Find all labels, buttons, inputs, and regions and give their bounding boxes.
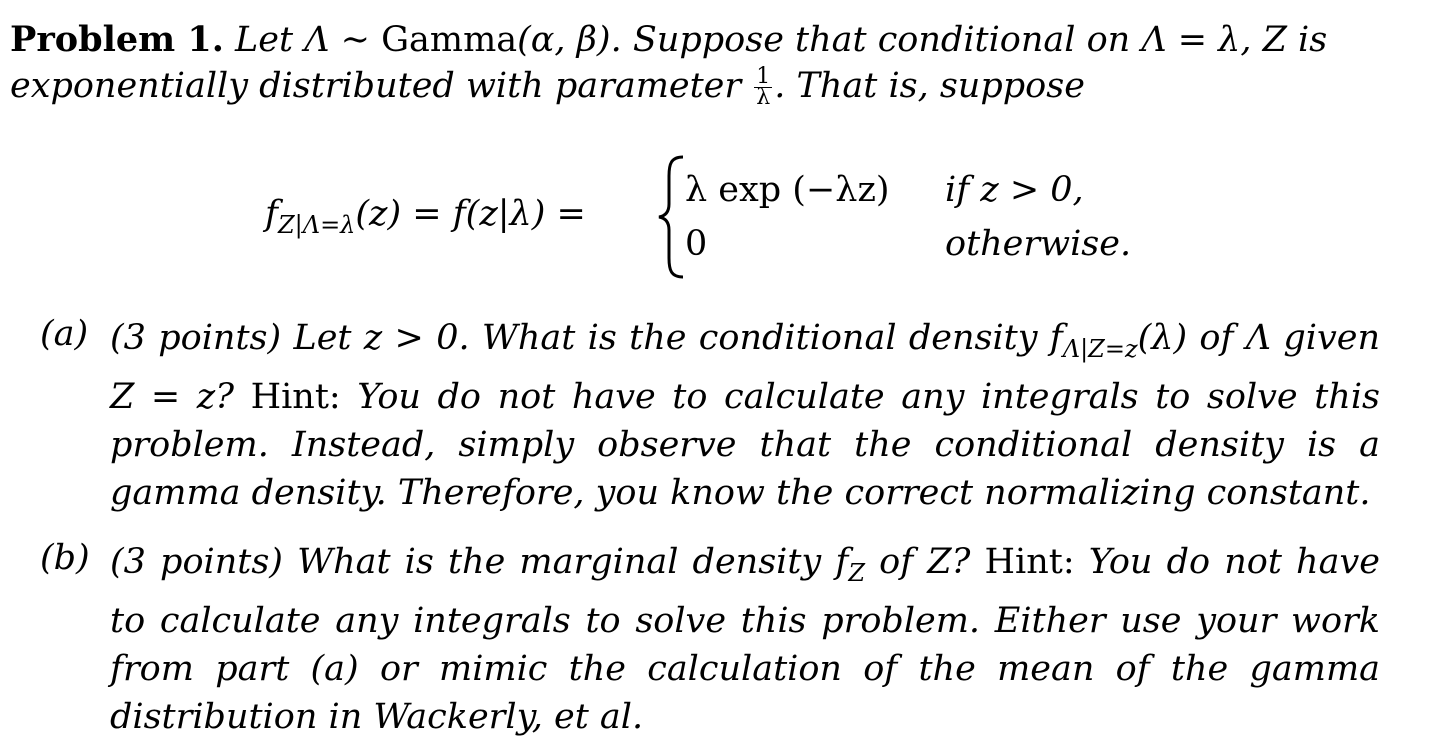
part-a-hint-label: Hint: (250, 377, 341, 417)
equation-lhs (265, 194, 586, 239)
problem-intro-line-1 (10, 20, 1390, 60)
intro-text-2: Suppose that conditional on Λ = λ, Z is (632, 20, 1328, 60)
lhs-f: f (265, 194, 278, 234)
part-b-label: (b) (40, 538, 90, 578)
part-a-body (110, 314, 1380, 517)
case-2-condition: otherwise. (945, 224, 1132, 264)
problem-heading: Problem 1. (10, 19, 224, 60)
lhs-rest: (z) = f(z|λ) = (355, 194, 586, 234)
part-a-text-2: (λ) of Λ given Z = z? (110, 318, 1380, 417)
part-b-body (110, 538, 1380, 741)
case-1-condition: if z > 0, (945, 170, 1084, 210)
lhs-subscript: Z|Λ=λ (277, 211, 356, 239)
problem-intro-line-2 (10, 66, 1085, 108)
line2-text-b: . That is, suppose (774, 66, 1085, 106)
part-a-subscript: Λ|Z=z (1062, 335, 1138, 363)
density-equation (265, 150, 1165, 280)
fraction-one-over-lambda (754, 64, 772, 110)
part-b-text-2: of Z? (879, 542, 971, 582)
gamma-text: Gamma (381, 20, 518, 60)
part-b-hint-label: Hint: (984, 542, 1075, 582)
case-2-expression: 0 (685, 224, 708, 264)
part-a-label: (a) (40, 314, 89, 354)
part-a-text-1: (3 points) Let z > 0. What is the conditional density f (110, 318, 1063, 358)
gamma-args: (α, β). (517, 20, 622, 60)
fraction-numerator: 1 (756, 64, 771, 89)
case-1-expression: λ exp (−λz) (685, 170, 890, 210)
line2-text-a: exponentially distributed with parameter (10, 66, 742, 106)
part-b-text-1: (3 points) What is the marginal density f (110, 542, 849, 582)
part-a-text-3: You do not have to calculate any integrals to solve this problem. Instead, simply observe that the conditional density is a gamma density. Therefore, you know the correct normalizing constant. (110, 377, 1380, 513)
intro-text-1: Let Λ ∼ (235, 20, 370, 60)
left-brace-icon (657, 154, 687, 280)
fraction-denominator: λ (756, 85, 771, 110)
part-b-subscript: Z (848, 559, 865, 587)
part-b-text-3: You do not have to calculate any integrals to solve this problem. Either use your work from part (a) or mimic the calculation of the mean of the gamma distribution in Wackerly, et al. (110, 542, 1380, 737)
